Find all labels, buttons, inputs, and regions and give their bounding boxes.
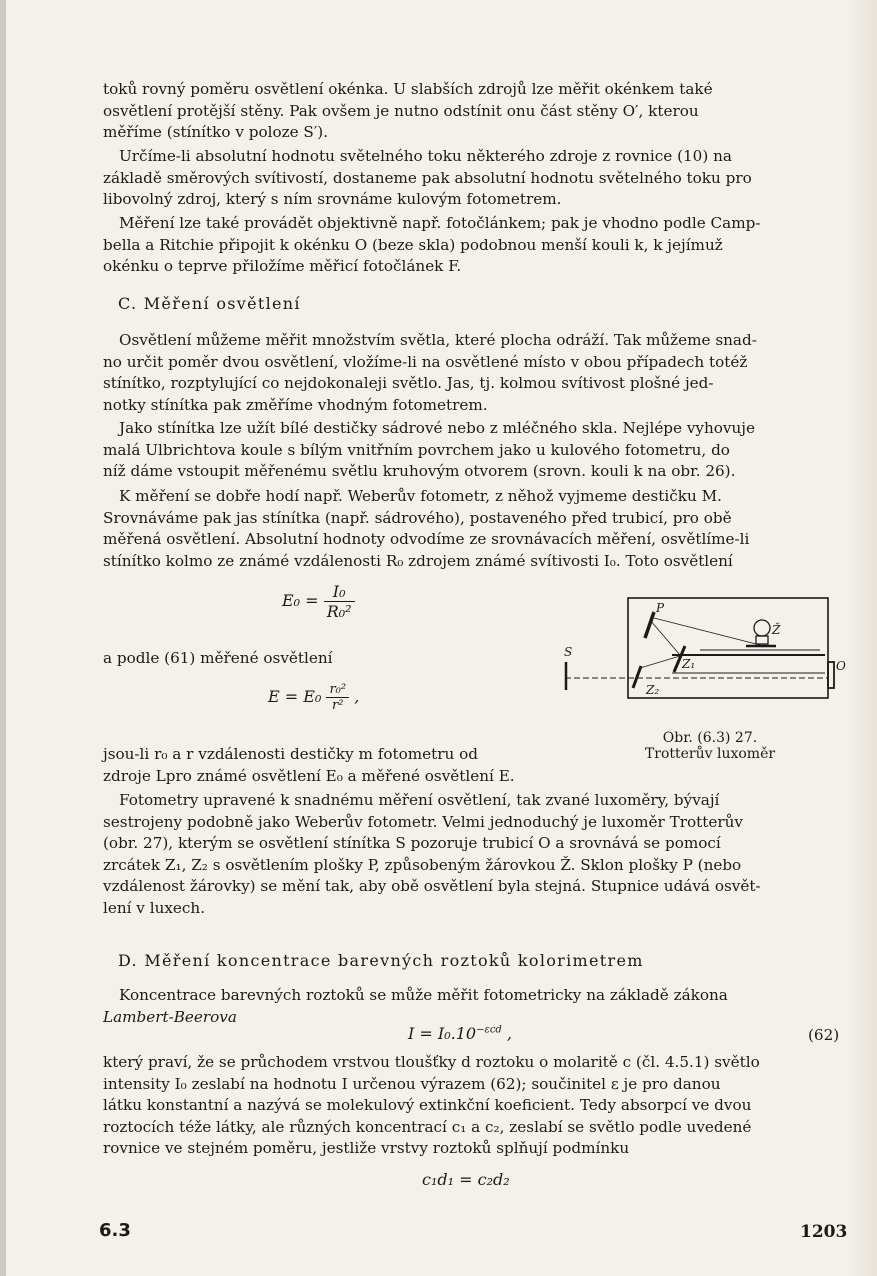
distances-paragraph [103, 744, 553, 787]
text-line: bella a Ritchie připojit k okénku O (beze skla) podobnou menší kouli k, k jejímuž [103, 235, 723, 254]
denominator: R₀² [326, 602, 352, 621]
caption-number: Obr. (6.3) 27. [662, 730, 758, 746]
trotter-luxmeter-diagram [550, 590, 846, 725]
absolute-flux-paragraph [103, 146, 848, 211]
page-number: 1203 [800, 1222, 848, 1242]
text-line: vzdálenost žárovky) se mění tak, aby obě osvětlení byla stejná. Stupnice udává osvět- [103, 877, 761, 895]
equation-trail: , [354, 687, 360, 706]
label-s: S [564, 645, 573, 659]
text-line: základě směrových svítivostí, dostaneme pak absolutní hodnotu světelného toku pro [103, 168, 752, 187]
text-line: který praví, že se průchodem vrstvou tloušťky d roztoku o molaritě c (čl. 4.5.1) světlo [103, 1053, 760, 1071]
label-z1: Z₁ [682, 657, 696, 671]
text-line: měřená osvětlení. Absolutní hodnoty odvodíme ze srovnávacích měření, osvětlíme-li [103, 530, 750, 548]
light-path-lower [640, 656, 680, 668]
equation-62 [408, 1024, 512, 1043]
numerator: r₀² [326, 682, 349, 698]
text-line: jsou-li r₀ a r vzdálenosti destičky m fotometru od [103, 745, 479, 763]
fraction [326, 682, 349, 713]
label-o: O [836, 659, 846, 673]
text-line: toků rovný poměru osvětlení okénka. U slabších zdrojů lze měřit okénkem také [103, 80, 713, 98]
text-line: intensity I₀ zeslabí na hodnotu I určenou výrazem (62); součinitel ε je pro danou [103, 1074, 721, 1093]
equation-lhs: E = E₀ [268, 687, 322, 706]
text-line: (obr. 27), kterým se osvětlení stínítka S pozoruje trubicí O a srovnává se pomocí [103, 834, 721, 852]
text-line: Srovnáváme pak jas stínítka (např. sádrového), postaveného před trubicí, pro obě [103, 508, 732, 527]
text-line: malá Ulbrichtova koule s bílým vnitřním povrchem jako u kulového fotometru, do [103, 440, 730, 459]
text-line: zdroje Lpro známé osvětlení E₀ a měřené osvětlení E. [103, 766, 515, 785]
text-line: stínítko kolmo ze známé vzdálenosti R₀ zdrojem známé svítivosti I₀. Toto osvětlení [103, 551, 733, 570]
caption-title: Trotterův luxoměr [644, 746, 776, 762]
luxmeter-paragraph [103, 790, 848, 919]
text-line: Jako stínítka lze užít bílé destičky sádrové nebo z mléčného skla. Nejlépe vyhovuje [119, 419, 755, 437]
text-line: látku konstantní a nazývá se molekulový extinkční koeficient. Tedy absorpcí ve dvou [103, 1096, 752, 1114]
label-z2: Z₂ [646, 683, 660, 697]
text-line: Fotometry upravené k snadnému měření osvětlení, tak zvané luxoměry, bývají [119, 791, 720, 809]
equation-e [268, 682, 359, 713]
section-number: 6.3 [99, 1220, 131, 1241]
section-d-paragraph-2 [103, 1052, 848, 1160]
section-c-heading: C. Měření osvětlení [118, 294, 301, 313]
text-line: no určit poměr dvou osvětlení, vložíme-li na osvětlené místo v obou případech totéž [103, 352, 748, 371]
light-path-bulb [654, 618, 760, 645]
text-line: Osvětlení můžeme měřit množstvím světla, které plocha odráží. Tak můžeme snad- [119, 331, 757, 349]
equation-e0 [282, 582, 355, 621]
mirror-z2 [633, 666, 641, 688]
section-c-paragraph-3 [103, 486, 848, 572]
section-d-heading: D. Měření koncentrace barevných roztoků kolorimetrem [118, 951, 644, 970]
text-line: osvětlení protější stěny. Pak ovšem je nutno odstínit onu část stěny O′, kterou [103, 101, 699, 120]
text-line: roztocích téže látky, ale různých koncentrací c₁ a c₂, zeslabí se světlo podle uvedené [103, 1117, 752, 1136]
text-line: Měření lze také provádět objektivně např. fotočlánkem; pak je vhodno podle Camp- [119, 214, 761, 232]
page-left-edge [0, 0, 6, 1276]
text-line: notky stínítka pak změříme vhodným fotometrem. [103, 395, 488, 414]
text-line: stínítko, rozptylující co nejdokonaleji světlo. Jas, tj. kolmou svítivost plošné jed- [103, 374, 714, 392]
text-line: měříme (stínítko v poloze S′). [103, 123, 329, 141]
intro-paragraph [103, 79, 848, 144]
plate-p [645, 612, 654, 638]
equation-number: (62) [808, 1026, 840, 1044]
text-line: Koncentrace barevných roztoků se může měřit fotometricky na základě zákona [119, 986, 728, 1004]
label-p: P [656, 601, 665, 615]
section-c-paragraph-1 [103, 330, 848, 416]
denominator: r² [332, 698, 344, 713]
text-line: Lambert-Beerova [103, 1007, 237, 1026]
numerator: I₀ [324, 582, 355, 602]
text-line: zrcátek Z₁, Z₂ s osvětlením plošky P, způsobeným žárovkou Ž. Sklon plošky P (nebo [103, 855, 742, 874]
eyepiece-o [828, 662, 834, 688]
text-line: a podle (61) měřené osvětlení [103, 649, 333, 667]
text-61 [103, 648, 403, 670]
objective-measurement-paragraph [103, 213, 848, 278]
equation-exponent: −εcd [476, 1024, 502, 1036]
light-path-upper [650, 620, 680, 655]
text-line: libovolný zdroj, který s ním srovnáme kulovým fotometrem. [103, 190, 562, 208]
text-line: rovnice ve stejném poměru, jestliže vrstvy roztoků splňují podmínku [103, 1139, 630, 1157]
text-line: K měření se dobře hodí např. Weberův fotometr, z něhož vyjmeme destičku M. [119, 487, 722, 505]
text-line: sestrojeny podobně jako Weberův fotometr. Velmi jednoduchý je luxoměr Trotterův [103, 812, 743, 831]
section-d-paragraph-1 [103, 985, 848, 1028]
text-line: níž dáme vstoupit měřenému světlu kruhovým otvorem (srovn. kouli k na obr. 26). [103, 462, 736, 480]
equation-trail: , [506, 1024, 513, 1043]
equation-formula: I = I₀.10 [408, 1024, 477, 1043]
equation-final: c₁d₁ = c₂d₂ [422, 1170, 510, 1189]
text-line: lení v luxech. [103, 898, 206, 917]
equation-lhs: E₀ = [282, 591, 319, 610]
section-c-paragraph-2 [103, 418, 848, 483]
text-line: okénku o teprve přiložíme měřicí fotočlánek F. [103, 257, 462, 275]
fraction [324, 582, 355, 621]
figure-caption [620, 730, 800, 762]
text-line: Určíme-li absolutní hodnotu světelného toku některého zdroje z rovnice (10) na [119, 147, 732, 165]
label-zh: Ž [772, 623, 781, 637]
page-right-shadow [847, 0, 877, 1276]
